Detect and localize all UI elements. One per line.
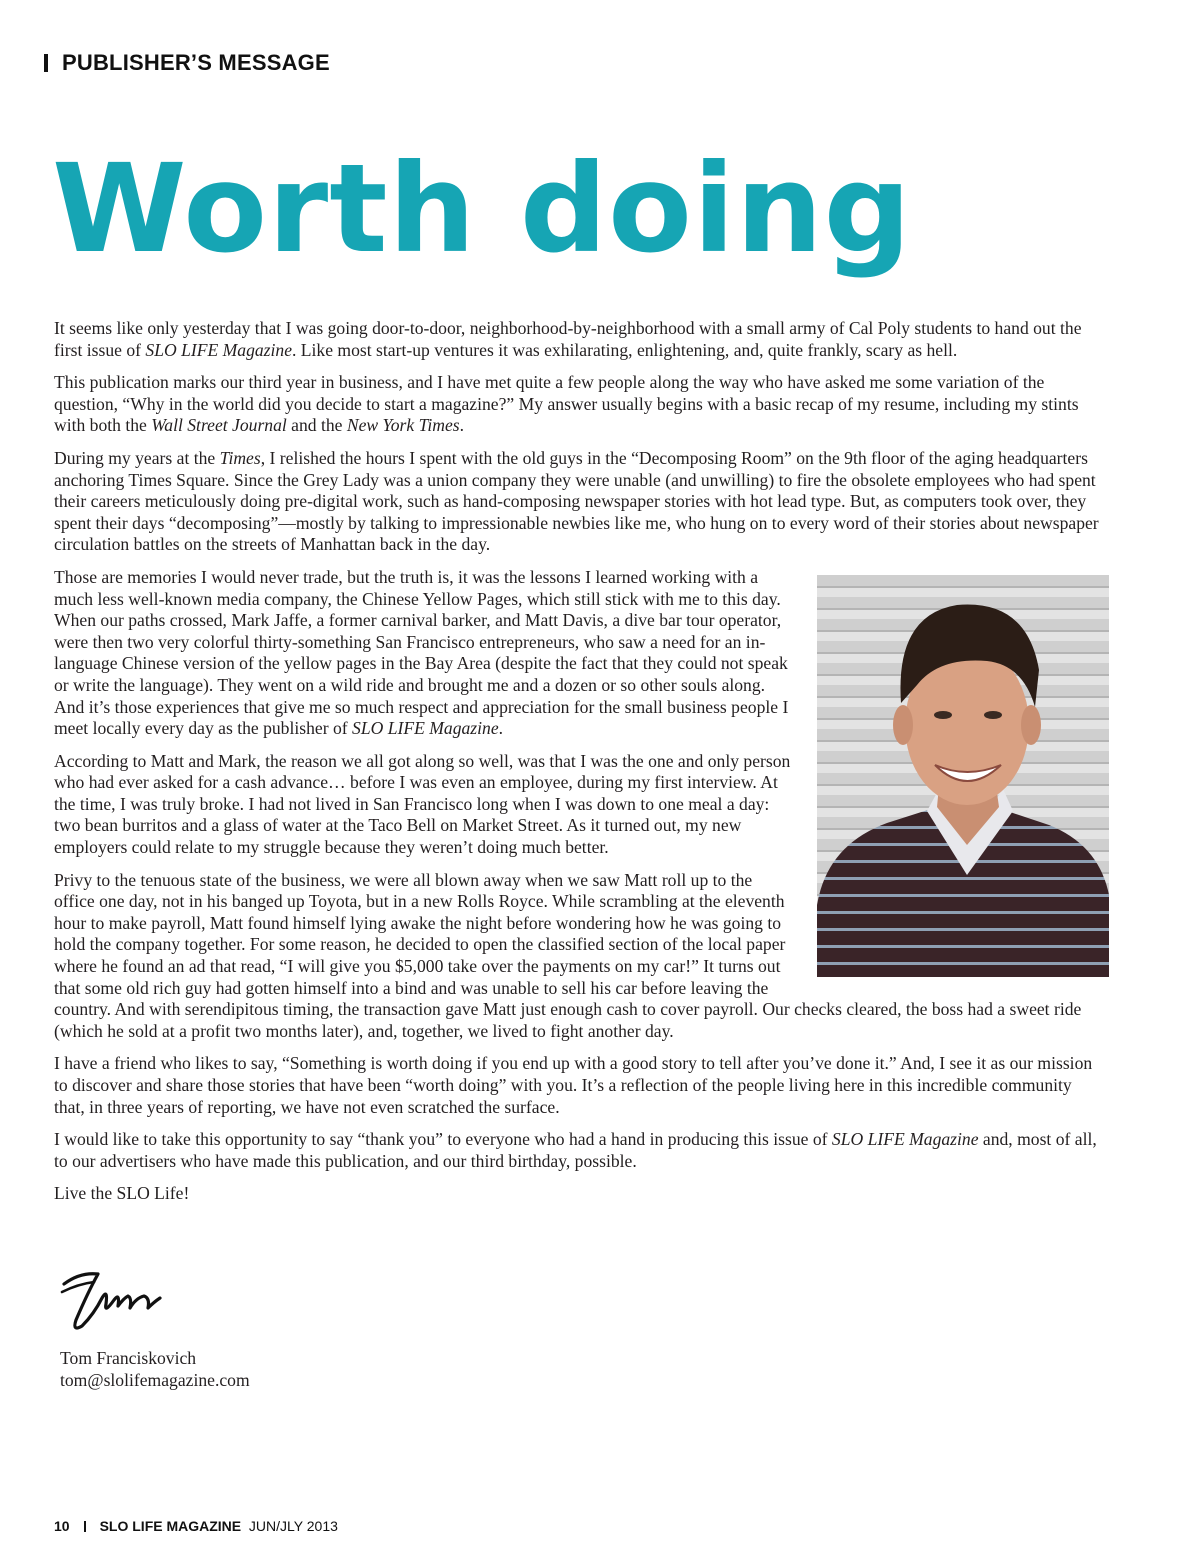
text-run: During my years at the [54,447,220,468]
text-run: . [498,718,504,739]
italic-title: SLO LIFE Magazine [831,1129,979,1150]
signer-email: tom@slolifemagazine.com [60,1369,250,1390]
text-run: This publication marks our third year in business, and I have met quite a few people along the way who have asked me some variation of the question, “Why in the world did you decide to start a magazine?” My answer usually begins with a basic recap of my resume, including my stints with both the [54,372,1079,436]
italic-title: SLO LIFE Magazine [352,718,499,739]
paragraph-3 [54,448,1102,556]
footer-divider [84,1521,86,1532]
magazine-name: SLO LIFE MAGAZINE [99,1518,242,1534]
italic-title: New York Times [346,415,460,436]
text-run: Privy to the tenuous state of the business, we were all blown away when we saw Matt roll up to the office one day, not in his banged up Toyota, but in a new Rolls Royce. While scrambling at the eleventh hour to make payroll, Matt found himself lying awake the night before wondering how he was going to hold the company together. For some reason, he decided to open the classified section of the local paper where he found an ad that read, “I will give you $5,000 take over the payments on my car!” It turns out that some old rich guy had gotten himself into a bind and was unable to sell his car before leaving the country. And with serendipitous timing, the transaction gave Matt just enough cash to cover payroll. Our checks cleared, the boss had a sweet ride (which he sold at a profit two months later), and, together, we lived to fight another day. [54,869,1082,1041]
section-divider [44,54,48,72]
handwritten-signature [58,1262,168,1336]
text-run: According to Matt and Mark, the reason we all got along so well, was that I was the one and only person who had ever asked for a cash advance… before I was even an employee, during my first interview. At the time, I was truly broke. I had not lived in San Francisco long when I was down to one meal a day: two bean burritos and a glass of water at the Taco Bell on Market Street. As it turned out, my new employers could relate to my struggle because they weren’t doing much better. [54,750,791,858]
text-run: Those are memories I would never trade, but the truth is, it was the lessons I learned working with a much less well-known media company, the Chinese Yellow Pages, which still stick with me to this day. When our paths crossed, Mark Jaffe, a former carnival barker, and Matt Davis, a dive bar tour operator, were then two very colorful thirty-something San Francisco entrepreneurs, who saw a need for an in-language Chinese version of the yellow pages in the Bay Area (despite the fact that they could not speak or write the language). They went on a wild ride and brought me and a dozen or so other souls along. And it’s those experiences that give me so much respect and appreciation for the small business people I meet locally every day as the publisher of [54,566,789,739]
text-run: Live the SLO Life! [54,1183,190,1204]
text-run: . Like most start-up ventures it was exhilarating, enlightening, and, quite frankly, scary as hell. [292,339,958,360]
text-run: It seems like only yesterday that I was going door-to-door, neighborhood-by-neighborhood with a small army of Cal Poly students to hand out the first issue of [54,318,1082,360]
issue-date: JUN/JLY 2013 [248,1518,338,1534]
section-label-text: PUBLISHER’S MESSAGE [62,50,330,75]
article-body [54,318,1102,1216]
headline: Worth doing [52,138,912,280]
text-run: I would like to take this opportunity to say “thank you” to everyone who had a hand in producing this issue of [54,1129,832,1150]
page-footer [54,1518,338,1534]
text-run: . [459,415,465,436]
text-run: , I relished the hours I spent with the old guys in the “Decomposing Room” on the 9th floor of the aging headquarters anchoring Times Square. Since the Grey Lady was a union company they were unable (and unwilling) to fire the obsolete employees who had spent their careers meticulously doing pre-digital work, such as hand-composing newspaper stories with hot lead type. But, as computers took over, they spent their days “decomposing”—mostly by talking to impressionable newbies like me, who hung on to every word of their stories about newspaper circulation battles on the streets of Manhattan back in the day. [54,447,1099,555]
sign-off [54,1183,1102,1205]
paragraph-8 [54,1129,1102,1172]
signer-name: Tom Franciskovich [60,1348,197,1368]
paragraph-1 [54,318,1102,361]
paragraph-7 [54,1053,1102,1118]
italic-title: Times [219,447,261,468]
text-run: and, most of all, to our advertisers who have made this publication, and our third birthday, possible. [54,1129,1097,1171]
signer-block [60,1348,250,1391]
text-run: I have a friend who likes to say, “Something is worth doing if you end up with a good story to tell after you’ve done it.” And, I see it as our mission to discover and share those stories that have been “worth doing” with you. It’s a reflection of the people living here in this incredible community that, in three years of reporting, we have not even scratched the surface. [54,1053,1093,1117]
section-label [44,50,330,76]
paragraph-2 [54,372,1102,437]
text-run: and the [286,415,347,436]
italic-title: Wall Street Journal [151,415,287,436]
page-number: 10 [54,1518,70,1534]
italic-title: SLO LIFE Magazine [145,339,292,360]
publisher-portrait-image [817,575,1109,977]
publisher-photo [817,575,1109,977]
